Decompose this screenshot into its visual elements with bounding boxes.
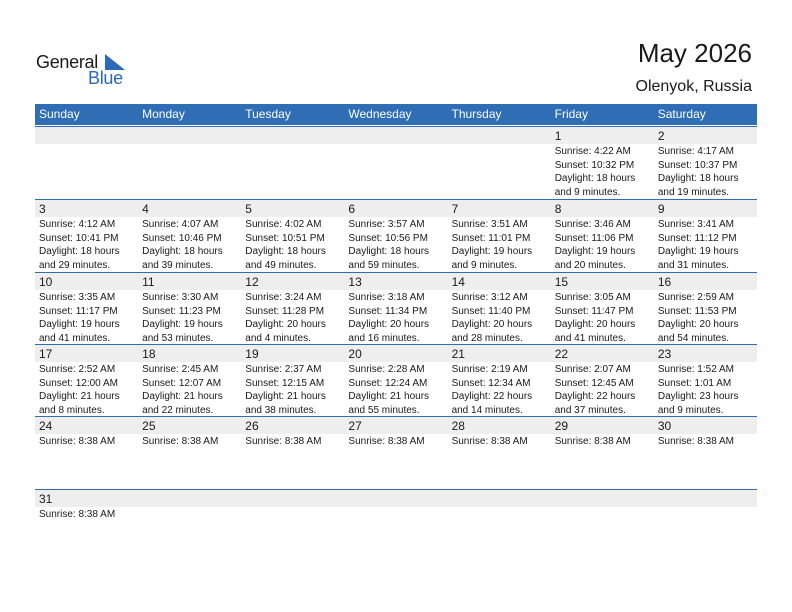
day-cell bbox=[654, 127, 757, 199]
day-number: 8 bbox=[554, 202, 562, 216]
daylight-text: and 9 minutes. bbox=[657, 404, 724, 416]
day-cell bbox=[241, 417, 344, 489]
daylight-text: and 20 minutes. bbox=[554, 259, 626, 271]
daylight-text: and 9 minutes. bbox=[554, 186, 621, 198]
daylight-text: Daylight: 21 hours bbox=[142, 391, 223, 402]
day-cell bbox=[448, 417, 551, 489]
day-number: 22 bbox=[554, 347, 569, 361]
day-cell bbox=[344, 273, 447, 345]
sunrise-text: Sunrise: 3:30 AM bbox=[142, 292, 219, 303]
daylight-text: and 14 minutes. bbox=[451, 404, 523, 416]
sunrise-text: Sunrise: 8:38 AM bbox=[142, 436, 219, 447]
day-number: 10 bbox=[39, 275, 53, 289]
sunrise-text: Sunrise: 3:35 AM bbox=[39, 292, 116, 303]
daylight-text: and 19 minutes. bbox=[657, 186, 730, 198]
sunrise-text: Sunrise: 4:17 AM bbox=[657, 146, 734, 157]
daylight-text: and 39 minutes. bbox=[142, 259, 214, 271]
sunset-text: Sunset: 11:12 PM bbox=[657, 232, 737, 244]
weekday-tuesday: Tuesday bbox=[245, 107, 291, 121]
day-cell bbox=[654, 200, 757, 272]
daylight-text: Daylight: 19 hours bbox=[39, 319, 120, 330]
sunset-text: Sunset: 12:07 AM bbox=[142, 377, 222, 389]
daylight-text: and 38 minutes. bbox=[245, 404, 317, 416]
sunset-text: Sunset: 11:34 PM bbox=[348, 305, 428, 317]
daylight-text: Daylight: 20 hours bbox=[348, 319, 430, 330]
day-number: 23 bbox=[657, 347, 672, 361]
day-cell bbox=[138, 417, 241, 489]
sunset-text: Sunset: 10:51 PM bbox=[245, 232, 325, 244]
sunset-text: Sunset: 10:37 PM bbox=[657, 159, 738, 171]
daylight-text: Daylight: 20 hours bbox=[451, 319, 533, 330]
week-row bbox=[35, 199, 757, 271]
sunrise-text: Sunrise: 2:37 AM bbox=[245, 364, 322, 375]
daylight-text: Daylight: 18 hours bbox=[348, 246, 430, 257]
week-row bbox=[35, 416, 757, 447]
day-number: 31 bbox=[39, 492, 53, 506]
sunrise-text: Sunrise: 4:12 AM bbox=[39, 219, 116, 230]
day-number: 30 bbox=[657, 419, 672, 433]
day-cell bbox=[551, 127, 654, 199]
day-cell bbox=[35, 417, 138, 489]
sunrise-text: Sunrise: 2:45 AM bbox=[142, 364, 219, 375]
day-number: 25 bbox=[142, 419, 156, 433]
daylight-text: and 22 minutes. bbox=[142, 404, 214, 416]
daylight-text: and 55 minutes. bbox=[348, 404, 420, 416]
daylight-text: Daylight: 20 hours bbox=[554, 319, 636, 330]
sunset-text: Sunset: 10:32 PM bbox=[554, 159, 635, 171]
daylight-text: Daylight: 18 hours bbox=[657, 173, 739, 184]
day-number: 11 bbox=[142, 275, 155, 289]
sunset-text: Sunset: 10:46 PM bbox=[142, 232, 222, 244]
day-cell bbox=[448, 273, 551, 345]
daylight-text: Daylight: 21 hours bbox=[245, 391, 326, 402]
sunrise-text: Sunrise: 2:07 AM bbox=[554, 364, 631, 375]
page-title: May 2026 bbox=[637, 38, 752, 68]
day-number: 16 bbox=[657, 275, 672, 289]
day-cell bbox=[654, 417, 757, 489]
day-number: 1 bbox=[554, 129, 562, 143]
daylight-text: and 4 minutes. bbox=[245, 332, 311, 344]
day-cell bbox=[35, 273, 138, 345]
daylight-text: and 49 minutes. bbox=[245, 259, 317, 271]
sunset-text: Sunset: 12:34 AM bbox=[451, 377, 531, 389]
day-cell bbox=[551, 345, 654, 417]
daylight-text: and 59 minutes. bbox=[348, 259, 420, 271]
sunrise-text: Sunrise: 2:19 AM bbox=[451, 364, 528, 375]
daylight-text: Daylight: 21 hours bbox=[348, 391, 430, 402]
daylight-text: and 16 minutes. bbox=[348, 332, 420, 344]
sunset-text: Sunset: 11:23 PM bbox=[142, 305, 221, 317]
weekday-thursday: Thursday bbox=[451, 107, 502, 121]
day-number: 5 bbox=[245, 202, 252, 216]
sunrise-text: Sunrise: 4:22 AM bbox=[554, 146, 631, 157]
daylight-text: and 9 minutes. bbox=[451, 259, 518, 271]
day-number: 9 bbox=[657, 202, 665, 216]
week-row bbox=[35, 344, 757, 416]
sunset-text: Sunset: 1:01 AM bbox=[657, 377, 732, 389]
daylight-text: Daylight: 18 hours bbox=[245, 246, 326, 257]
day-cell bbox=[344, 417, 447, 489]
day-cell bbox=[654, 273, 757, 345]
sunrise-text: Sunrise: 8:38 AM bbox=[39, 509, 116, 520]
day-number: 14 bbox=[451, 275, 465, 289]
sunset-text: Sunset: 11:28 PM bbox=[245, 305, 325, 317]
sunrise-text: Sunrise: 8:38 AM bbox=[348, 436, 425, 447]
location-subtitle: Olenyok, Russia bbox=[635, 78, 752, 95]
sunrise-text: Sunrise: 8:38 AM bbox=[451, 436, 528, 447]
day-number: 24 bbox=[39, 419, 53, 433]
logo-general-text: General bbox=[36, 52, 98, 72]
weekday-header bbox=[35, 104, 757, 125]
sunset-text: Sunset: 10:41 PM bbox=[39, 232, 119, 244]
day-cell bbox=[241, 345, 344, 417]
week-row bbox=[35, 126, 757, 198]
day-cell bbox=[344, 345, 447, 417]
daylight-text: Daylight: 19 hours bbox=[554, 246, 636, 257]
week-row bbox=[35, 272, 757, 344]
day-number: 29 bbox=[554, 419, 569, 433]
day-number: 12 bbox=[245, 275, 259, 289]
sunrise-text: Sunrise: 3:41 AM bbox=[657, 219, 734, 230]
sunrise-text: Sunrise: 8:38 AM bbox=[245, 436, 322, 447]
week-date-band bbox=[35, 490, 757, 507]
daylight-text: Daylight: 23 hours bbox=[657, 391, 739, 402]
day-number: 18 bbox=[142, 347, 156, 361]
day-cell bbox=[448, 200, 551, 272]
sunset-text: Sunset: 11:47 PM bbox=[554, 305, 634, 317]
sunset-text: Sunset: 10:56 PM bbox=[348, 232, 428, 244]
day-number: 20 bbox=[348, 347, 362, 361]
weekday-saturday: Saturday bbox=[657, 107, 706, 121]
weekday-monday: Monday bbox=[142, 107, 185, 121]
sunset-text: Sunset: 11:53 PM bbox=[657, 305, 737, 317]
day-cell bbox=[551, 273, 654, 345]
sunrise-text: Sunrise: 2:59 AM bbox=[657, 292, 734, 303]
sunrise-text: Sunrise: 2:28 AM bbox=[348, 364, 425, 375]
sunrise-text: Sunrise: 1:52 AM bbox=[657, 364, 734, 375]
logo bbox=[36, 50, 136, 90]
day-number: 4 bbox=[142, 202, 149, 216]
daylight-text: and 53 minutes. bbox=[142, 332, 214, 344]
sunrise-text: Sunrise: 3:18 AM bbox=[348, 292, 425, 303]
daylight-text: and 8 minutes. bbox=[39, 404, 105, 416]
day-number: 3 bbox=[39, 202, 46, 216]
sunrise-text: Sunrise: 3:46 AM bbox=[554, 219, 631, 230]
daylight-text: Daylight: 19 hours bbox=[657, 246, 739, 257]
day-cell bbox=[35, 200, 138, 272]
daylight-text: and 54 minutes. bbox=[657, 332, 730, 344]
daylight-text: Daylight: 22 hours bbox=[451, 391, 533, 402]
day-number: 17 bbox=[39, 347, 53, 361]
sunset-text: Sunset: 11:17 PM bbox=[39, 305, 118, 317]
sunrise-text: Sunrise: 2:52 AM bbox=[39, 364, 116, 375]
day-cell bbox=[551, 417, 654, 489]
day-number: 7 bbox=[451, 202, 459, 216]
sunrise-text: Sunrise: 8:38 AM bbox=[657, 436, 734, 447]
daylight-text: and 29 minutes. bbox=[39, 259, 111, 271]
day-number: 21 bbox=[451, 347, 465, 361]
daylight-text: Daylight: 18 hours bbox=[554, 173, 636, 184]
sunset-text: Sunset: 11:01 PM bbox=[451, 232, 531, 244]
daylight-text: and 41 minutes. bbox=[554, 332, 626, 344]
daylight-text: and 28 minutes. bbox=[451, 332, 523, 344]
daylight-text: Daylight: 19 hours bbox=[451, 246, 533, 257]
day-cell bbox=[35, 490, 138, 562]
day-cell bbox=[35, 345, 138, 417]
week-row bbox=[35, 489, 757, 520]
daylight-text: Daylight: 19 hours bbox=[142, 319, 223, 330]
day-cell bbox=[138, 345, 241, 417]
daylight-text: Daylight: 18 hours bbox=[39, 246, 120, 257]
sunset-text: Sunset: 12:00 AM bbox=[39, 377, 118, 389]
sunset-text: Sunset: 12:45 AM bbox=[554, 377, 634, 389]
sunrise-text: Sunrise: 4:07 AM bbox=[142, 219, 219, 230]
day-number: 28 bbox=[451, 419, 465, 433]
day-number: 27 bbox=[348, 419, 362, 433]
day-cell bbox=[344, 200, 447, 272]
daylight-text: Daylight: 21 hours bbox=[39, 391, 120, 402]
sunset-text: Sunset: 11:40 PM bbox=[451, 305, 531, 317]
sunset-text: Sunset: 12:15 AM bbox=[245, 377, 325, 389]
day-number: 15 bbox=[554, 275, 569, 289]
day-cell bbox=[138, 200, 241, 272]
sunrise-text: Sunrise: 3:24 AM bbox=[245, 292, 322, 303]
weekday-wednesday: Wednesday bbox=[348, 107, 412, 121]
day-cell bbox=[138, 273, 241, 345]
sunset-text: Sunset: 12:24 AM bbox=[348, 377, 428, 389]
daylight-text: and 31 minutes. bbox=[657, 259, 730, 271]
day-cell bbox=[241, 200, 344, 272]
day-cell bbox=[654, 345, 757, 417]
day-cell bbox=[448, 345, 551, 417]
weekday-sunday: Sunday bbox=[39, 107, 80, 121]
daylight-text: Daylight: 22 hours bbox=[554, 391, 636, 402]
day-cell bbox=[241, 273, 344, 345]
day-number: 19 bbox=[245, 347, 259, 361]
sunrise-text: Sunrise: 8:38 AM bbox=[554, 436, 631, 447]
sunrise-text: Sunrise: 3:12 AM bbox=[451, 292, 528, 303]
daylight-text: and 41 minutes. bbox=[39, 332, 111, 344]
daylight-text: Daylight: 20 hours bbox=[245, 319, 326, 330]
logo-blue-text: Blue bbox=[88, 68, 123, 88]
daylight-text: and 37 minutes. bbox=[554, 404, 626, 416]
day-number: 2 bbox=[657, 129, 665, 143]
sunrise-text: Sunrise: 3:57 AM bbox=[348, 219, 425, 230]
sunrise-text: Sunrise: 8:38 AM bbox=[39, 436, 116, 447]
sunrise-text: Sunrise: 3:05 AM bbox=[554, 292, 631, 303]
day-number: 26 bbox=[245, 419, 259, 433]
day-number: 13 bbox=[348, 275, 362, 289]
daylight-text: Daylight: 20 hours bbox=[657, 319, 739, 330]
sunrise-text: Sunrise: 4:02 AM bbox=[245, 219, 322, 230]
day-cell bbox=[551, 200, 654, 272]
day-number: 6 bbox=[348, 202, 356, 216]
sunrise-text: Sunrise: 3:51 AM bbox=[451, 219, 528, 230]
weekday-friday: Friday bbox=[554, 107, 588, 121]
daylight-text: Daylight: 18 hours bbox=[142, 246, 223, 257]
sunset-text: Sunset: 11:06 PM bbox=[554, 232, 634, 244]
